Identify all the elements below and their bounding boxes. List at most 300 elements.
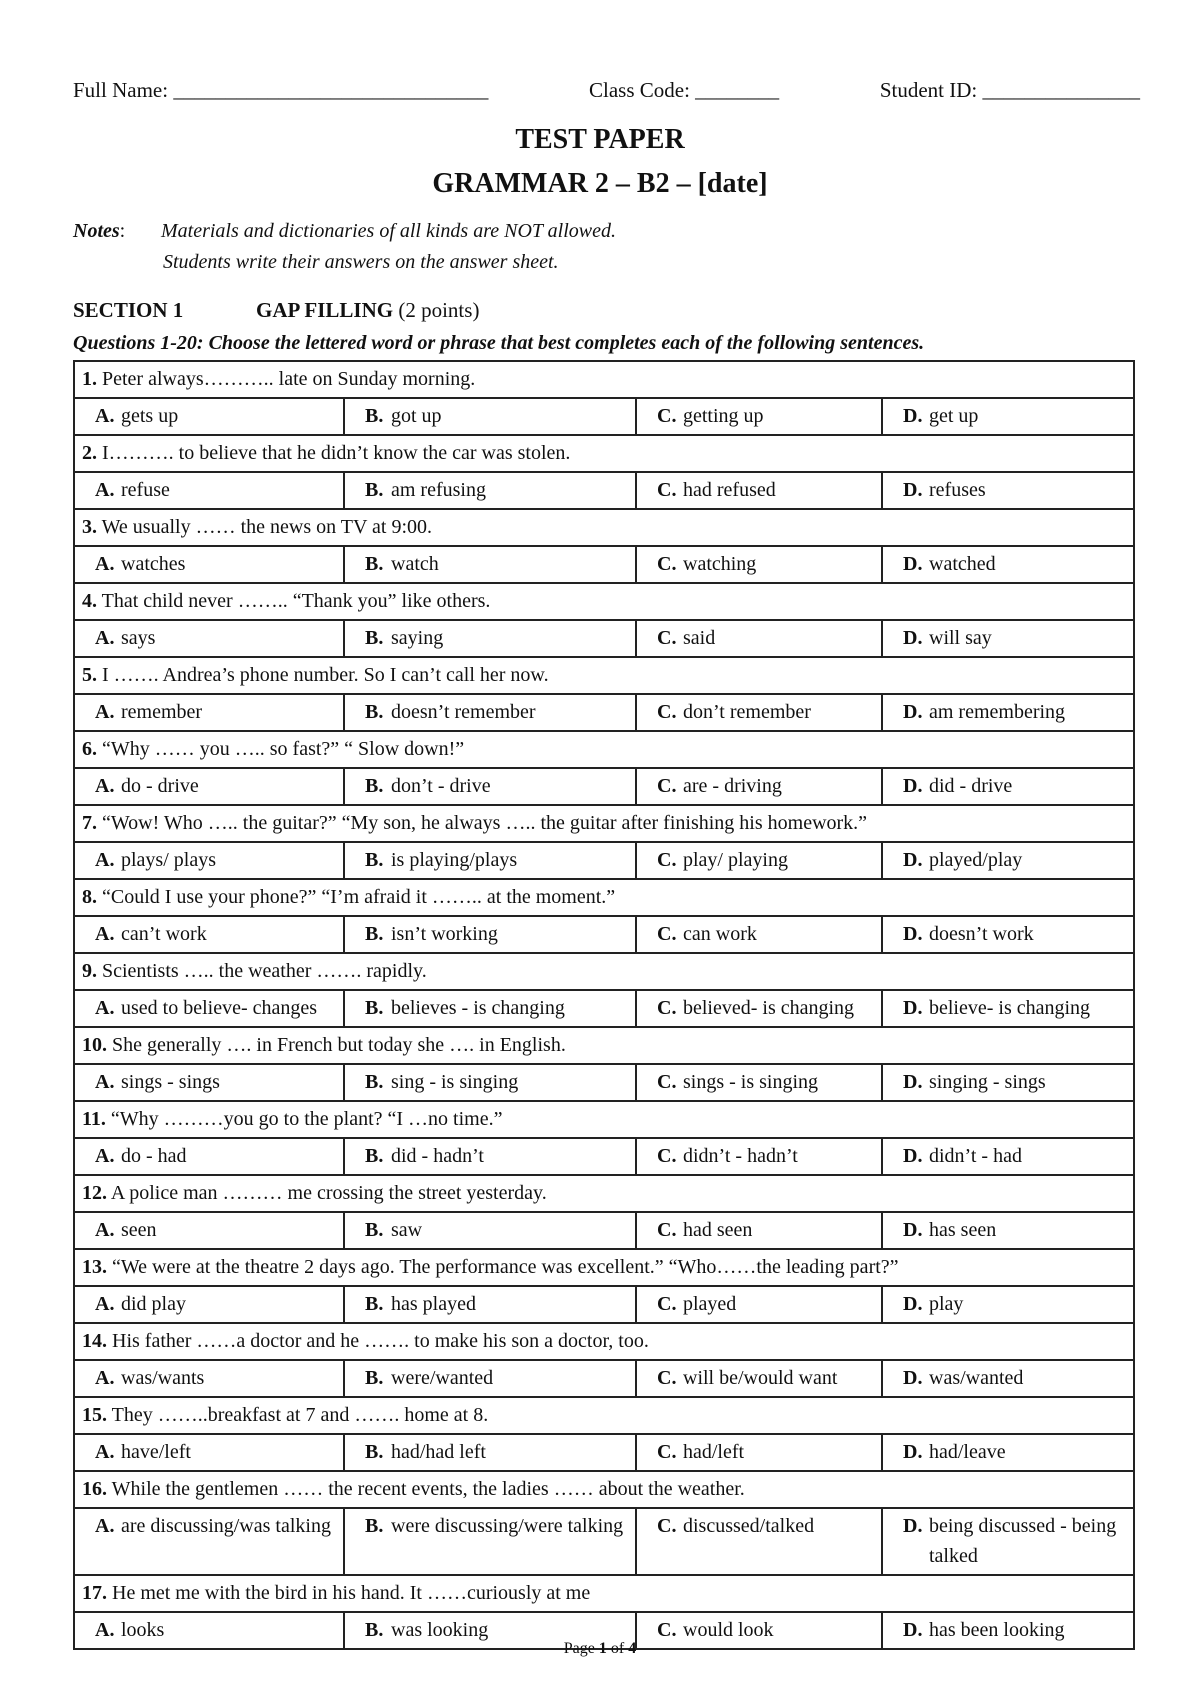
option-text: believe- is changing: [929, 997, 1091, 1019]
option-text: refuse: [121, 479, 170, 501]
option-letter: A.: [95, 479, 115, 501]
option-text: looks: [121, 1619, 165, 1641]
question-stem-row: [74, 509, 1134, 546]
question-number: 14.: [82, 1330, 107, 1352]
question-stem-row: [74, 435, 1134, 472]
answer-option[interactable]: [344, 472, 636, 509]
option-letter: A.: [95, 1071, 115, 1093]
option-letter: B.: [365, 1367, 384, 1389]
page-subtitle: GRAMMAR 2 – B2 – [date]: [432, 168, 768, 199]
option-text: discussed/talked: [683, 1515, 815, 1537]
question-stem-row: [74, 731, 1134, 768]
answer-option[interactable]: [636, 546, 882, 583]
option-letter: A.: [95, 1367, 115, 1389]
answer-option[interactable]: [74, 546, 344, 583]
answer-option[interactable]: [636, 620, 882, 657]
question-stem: [74, 1575, 1134, 1612]
answer-option[interactable]: [74, 1286, 344, 1323]
option-text: watched: [929, 553, 996, 575]
question-text: His father ……a doctor and he ……. to make his son a doctor, too.: [112, 1330, 649, 1352]
option-letter: D.: [903, 405, 923, 427]
option-letter: C.: [657, 1145, 677, 1167]
option-letter: C.: [657, 775, 677, 797]
option-letter: B.: [365, 479, 384, 501]
option-letter: C.: [657, 627, 677, 649]
option-letter: B.: [365, 1145, 384, 1167]
answer-option[interactable]: [882, 472, 1134, 509]
question-text: A police man ……… me crossing the street yesterday.: [110, 1182, 547, 1204]
option-text: had/left: [683, 1441, 745, 1463]
question-options-row: [74, 842, 1134, 879]
option-letter: D.: [903, 701, 923, 723]
page-footer: Page 1 of 4: [563, 1640, 637, 1657]
question-stem: [74, 879, 1134, 916]
question-stem: [74, 509, 1134, 546]
answer-option[interactable]: [344, 842, 636, 879]
option-letter: B.: [365, 627, 384, 649]
question-text: “We were at the theatre 2 days ago. The performance was excellent.” “Who……the leading part?”: [112, 1256, 899, 1278]
option-letter: C.: [657, 997, 677, 1019]
answer-option[interactable]: [74, 1212, 344, 1249]
question-number: 12.: [82, 1182, 107, 1204]
question-options-row: [74, 1360, 1134, 1397]
option-text: played/play: [929, 849, 1023, 871]
answer-option[interactable]: [882, 916, 1134, 953]
answer-option[interactable]: [636, 398, 882, 435]
student-info-line: [73, 78, 1140, 103]
question-number: 2.: [82, 442, 97, 464]
option-letter: C.: [657, 1619, 677, 1641]
question-options-row: [74, 398, 1134, 435]
option-text: didn’t - had: [929, 1145, 1022, 1167]
question-options-row: [74, 694, 1134, 731]
answer-option[interactable]: [882, 1212, 1134, 1249]
answer-option[interactable]: [882, 842, 1134, 879]
option-letter: D.: [903, 479, 923, 501]
question-text: He met me with the bird in his hand. It ……curiously at me: [112, 1582, 591, 1604]
option-letter: D.: [903, 1219, 923, 1241]
answer-option[interactable]: [636, 472, 882, 509]
option-text: had refused: [683, 479, 776, 501]
option-letter: B.: [365, 1441, 384, 1463]
answer-option[interactable]: [636, 990, 882, 1027]
option-text: do - drive: [121, 775, 199, 797]
option-text: plays/ plays: [121, 849, 216, 871]
answer-option[interactable]: [882, 694, 1134, 731]
option-text: play: [929, 1293, 964, 1315]
option-letter: C.: [657, 1367, 677, 1389]
question-stem: [74, 361, 1134, 398]
question-text: Peter always……….. late on Sunday morning.: [102, 368, 476, 390]
option-letter: A.: [95, 1515, 115, 1537]
option-text: has been looking: [929, 1619, 1065, 1641]
option-text: isn’t working: [391, 923, 498, 945]
section-heading: [73, 298, 479, 323]
option-text: have/left: [121, 1441, 191, 1463]
option-letter: A.: [95, 1145, 115, 1167]
question-options-row: [74, 990, 1134, 1027]
question-options-row: [74, 1064, 1134, 1101]
option-letter: C.: [657, 405, 677, 427]
question-stem: [74, 1397, 1134, 1434]
full-name-field: Full Name: ______________________________: [73, 78, 489, 102]
question-text: “Why …… you ….. so fast?” “ Slow down!”: [102, 738, 465, 760]
option-text: sings - sings: [121, 1071, 220, 1093]
question-stem: [74, 953, 1134, 990]
question-number: 8.: [82, 886, 97, 908]
option-text: believes - is changing: [391, 997, 565, 1019]
option-text: am refusing: [391, 479, 486, 501]
option-text: didn’t - hadn’t: [683, 1145, 798, 1167]
question-number: 7.: [82, 812, 97, 834]
option-text: sings - is singing: [683, 1071, 819, 1093]
question-stem-row: [74, 879, 1134, 916]
option-letter: A.: [95, 1441, 115, 1463]
question-stem-row: [74, 361, 1134, 398]
option-letter: D.: [903, 923, 923, 945]
option-letter: D.: [903, 997, 923, 1019]
option-letter: A.: [95, 553, 115, 575]
option-letter: A.: [95, 1293, 115, 1315]
question-stem: [74, 583, 1134, 620]
option-text: can work: [683, 923, 757, 945]
answer-option[interactable]: [882, 620, 1134, 657]
question-stem-row: [74, 583, 1134, 620]
answer-option[interactable]: [74, 620, 344, 657]
question-stem: [74, 1249, 1134, 1286]
question-number: 4.: [82, 590, 97, 612]
answer-option[interactable]: [882, 1508, 1134, 1575]
option-letter: B.: [365, 923, 384, 945]
answer-option[interactable]: [882, 1064, 1134, 1101]
option-text: said: [683, 627, 716, 649]
question-stem: [74, 731, 1134, 768]
option-letter: B.: [365, 1219, 384, 1241]
question-number: 5.: [82, 664, 97, 686]
option-letter: A.: [95, 997, 115, 1019]
option-text: says: [121, 627, 156, 649]
answer-option[interactable]: [636, 1064, 882, 1101]
section-points: (2 points): [398, 298, 480, 322]
option-text: was/wants: [121, 1367, 205, 1389]
answer-option[interactable]: [74, 1360, 344, 1397]
option-letter: A.: [95, 775, 115, 797]
answer-option[interactable]: [344, 1434, 636, 1471]
option-text: can’t work: [121, 923, 207, 945]
question-options-row: [74, 1434, 1134, 1471]
answer-option[interactable]: [882, 1434, 1134, 1471]
question-number: 15.: [82, 1404, 107, 1426]
option-letter: A.: [95, 701, 115, 723]
option-text: singing - sings: [929, 1071, 1046, 1093]
question-stem: [74, 657, 1134, 694]
answer-option[interactable]: [344, 990, 636, 1027]
question-stem: [74, 1027, 1134, 1064]
answer-option[interactable]: [74, 472, 344, 509]
question-number: 1.: [82, 368, 97, 390]
option-letter: C.: [657, 1441, 677, 1463]
question-text: “Could I use your phone?” “I’m afraid it …….. at the moment.”: [102, 886, 616, 908]
option-letter: C.: [657, 923, 677, 945]
notes-line-2: Students write their answers on the answer sheet.: [163, 251, 559, 273]
option-text: was looking: [391, 1619, 489, 1641]
option-letter: C.: [657, 849, 677, 871]
option-text: saw: [391, 1219, 423, 1241]
section-number: SECTION 1: [73, 298, 184, 322]
option-letter: D.: [903, 1293, 923, 1315]
option-text: played: [683, 1293, 737, 1315]
option-text: doesn’t remember: [391, 701, 536, 723]
option-letter: B.: [365, 1619, 384, 1641]
answer-option[interactable]: [74, 768, 344, 805]
answer-option[interactable]: [344, 1138, 636, 1175]
option-letter: B.: [365, 849, 384, 871]
answer-option[interactable]: [882, 1360, 1134, 1397]
option-text: used to believe- changes: [121, 997, 318, 1019]
option-text: saying: [391, 627, 444, 649]
option-text: being discussed - being talked: [929, 1515, 1117, 1567]
answer-option[interactable]: [882, 546, 1134, 583]
option-letter: C.: [657, 1515, 677, 1537]
answer-option[interactable]: [74, 1508, 344, 1575]
question-stem-row: [74, 657, 1134, 694]
option-text: sing - is singing: [391, 1071, 519, 1093]
question-options-row: [74, 546, 1134, 583]
answer-option[interactable]: [344, 916, 636, 953]
question-stem-row: [74, 1249, 1134, 1286]
answer-option[interactable]: [74, 1138, 344, 1175]
question-stem-row: [74, 1397, 1134, 1434]
question-text: I………. to believe that he didn’t know the car was stolen.: [102, 442, 571, 464]
question-stem-row: [74, 1175, 1134, 1212]
option-letter: C.: [657, 1219, 677, 1241]
option-letter: A.: [95, 405, 115, 427]
answer-option[interactable]: [636, 916, 882, 953]
question-stem: [74, 1175, 1134, 1212]
question-options-row: [74, 1138, 1134, 1175]
question-stem: [74, 435, 1134, 472]
option-text: am remembering: [929, 701, 1066, 723]
option-letter: D.: [903, 1619, 923, 1641]
notes-block: [73, 220, 616, 274]
notes-label: Notes:: [73, 220, 126, 242]
option-text: is playing/plays: [391, 849, 518, 871]
answer-option[interactable]: [344, 1360, 636, 1397]
question-stem-row: [74, 1101, 1134, 1138]
class-code-field: Class Code: ________: [588, 78, 780, 102]
option-letter: C.: [657, 701, 677, 723]
option-letter: B.: [365, 701, 384, 723]
option-letter: D.: [903, 1367, 923, 1389]
option-letter: C.: [657, 479, 677, 501]
answer-option[interactable]: [74, 694, 344, 731]
question-number: 16.: [82, 1478, 107, 1500]
option-letter: C.: [657, 553, 677, 575]
question-text: I ……. Andrea’s phone number. So I can’t call her now.: [102, 664, 549, 686]
option-letter: D.: [903, 553, 923, 575]
option-text: has played: [391, 1293, 476, 1315]
option-letter: B.: [365, 1293, 384, 1315]
answer-option[interactable]: [74, 1434, 344, 1471]
option-text: did play: [121, 1293, 186, 1315]
question-stem-row: [74, 1471, 1134, 1508]
answer-option[interactable]: [882, 1138, 1134, 1175]
option-text: doesn’t work: [929, 923, 1034, 945]
answer-option[interactable]: [636, 1138, 882, 1175]
option-text: has seen: [929, 1219, 997, 1241]
option-text: don’t - drive: [391, 775, 491, 797]
answer-option[interactable]: [636, 1212, 882, 1249]
student-id-field: Student ID: _______________: [879, 78, 1140, 102]
answer-option[interactable]: [636, 842, 882, 879]
option-text: would look: [683, 1619, 774, 1641]
option-text: watch: [391, 553, 439, 575]
answer-option[interactable]: [636, 1434, 882, 1471]
answer-option[interactable]: [74, 990, 344, 1027]
question-text: That child never …….. “Thank you” like others.: [101, 590, 491, 612]
answer-option[interactable]: [74, 916, 344, 953]
page-title: TEST PAPER: [515, 124, 685, 155]
answer-option[interactable]: [636, 1360, 882, 1397]
question-stem-row: [74, 1323, 1134, 1360]
question-stem-row: [74, 953, 1134, 990]
question-options-row: [74, 472, 1134, 509]
option-text: play/ playing: [683, 849, 788, 871]
option-text: watching: [683, 553, 757, 575]
option-text: getting up: [683, 405, 764, 427]
option-letter: D.: [903, 1071, 923, 1093]
option-text: was/wanted: [929, 1367, 1024, 1389]
option-text: gets up: [121, 405, 179, 427]
option-letter: D.: [903, 1145, 923, 1167]
question-text: They ……..breakfast at 7 and ……. home at 8.: [111, 1404, 489, 1426]
option-letter: A.: [95, 923, 115, 945]
answer-option[interactable]: [344, 1286, 636, 1323]
questions-table: [73, 360, 1135, 1650]
answer-option[interactable]: [882, 990, 1134, 1027]
option-letter: B.: [365, 553, 384, 575]
question-number: 10.: [82, 1034, 107, 1056]
answer-option[interactable]: [344, 768, 636, 805]
notes-line-1: Materials and dictionaries of all kinds are NOT allowed.: [161, 220, 616, 242]
option-text: will say: [929, 627, 992, 649]
question-number: 17.: [82, 1582, 107, 1604]
option-letter: C.: [657, 1293, 677, 1315]
option-letter: A.: [95, 627, 115, 649]
question-text: We usually …… the news on TV at 9:00.: [101, 516, 433, 538]
option-text: will be/would want: [683, 1367, 838, 1389]
question-text: “Wow! Who ….. the guitar?” “My son, he always ….. the guitar after finishing his homework.”: [102, 812, 868, 834]
option-letter: D.: [903, 775, 923, 797]
answer-option[interactable]: [882, 398, 1134, 435]
section-instruction: Questions 1-20: Choose the lettered word or phrase that best completes each of the following sentences.: [73, 332, 925, 354]
answer-option[interactable]: [74, 398, 344, 435]
option-letter: A.: [95, 849, 115, 871]
question-options-row: [74, 916, 1134, 953]
option-text: get up: [929, 405, 979, 427]
question-number: 13.: [82, 1256, 107, 1278]
question-stem-row: [74, 1027, 1134, 1064]
option-text: believed- is changing: [683, 997, 855, 1019]
question-options-row: [74, 1508, 1134, 1575]
option-text: had/had left: [391, 1441, 486, 1463]
question-stem: [74, 1101, 1134, 1138]
option-text: don’t remember: [683, 701, 811, 723]
question-options-row: [74, 768, 1134, 805]
option-letter: D.: [903, 627, 923, 649]
option-text: did - hadn’t: [391, 1145, 484, 1167]
option-text: are - driving: [683, 775, 782, 797]
option-letter: C.: [657, 1071, 677, 1093]
option-letter: D.: [903, 1515, 923, 1537]
answer-option[interactable]: [344, 398, 636, 435]
option-letter: A.: [95, 1619, 115, 1641]
answer-option[interactable]: [636, 768, 882, 805]
question-stem: [74, 1323, 1134, 1360]
question-options-row: [74, 1286, 1134, 1323]
question-options-row: [74, 1212, 1134, 1249]
option-text: refuses: [929, 479, 986, 501]
answer-option[interactable]: [344, 620, 636, 657]
answer-option[interactable]: [74, 1064, 344, 1101]
question-number: 9.: [82, 960, 97, 982]
option-letter: A.: [95, 1219, 115, 1241]
question-stem-row: [74, 805, 1134, 842]
option-text: remember: [121, 701, 203, 723]
option-letter: B.: [365, 775, 384, 797]
question-number: 3.: [82, 516, 97, 538]
answer-option[interactable]: [636, 694, 882, 731]
option-letter: B.: [365, 1071, 384, 1093]
option-text: had seen: [683, 1219, 753, 1241]
option-text: watches: [121, 553, 186, 575]
answer-option[interactable]: [344, 694, 636, 731]
question-text: Scientists ….. the weather ……. rapidly.: [102, 960, 427, 982]
option-text: were/wanted: [391, 1367, 494, 1389]
answer-option[interactable]: [636, 1508, 882, 1575]
option-letter: D.: [903, 1441, 923, 1463]
question-number: 11.: [82, 1108, 106, 1130]
question-stem: [74, 1471, 1134, 1508]
option-text: were discussing/were talking: [391, 1515, 624, 1537]
option-letter: D.: [903, 849, 923, 871]
question-text: “Why ………you go to the plant? “I …no time.”: [110, 1108, 503, 1130]
option-text: got up: [391, 405, 442, 427]
answer-option[interactable]: [344, 546, 636, 583]
question-stem: [74, 805, 1134, 842]
option-text: did - drive: [929, 775, 1013, 797]
answer-option[interactable]: [344, 1064, 636, 1101]
question-text: While the gentlemen …… the recent events, the ladies …… about the weather.: [111, 1478, 745, 1500]
answer-option[interactable]: [882, 768, 1134, 805]
option-text: had/leave: [929, 1441, 1006, 1463]
question-number: 6.: [82, 738, 97, 760]
answer-option[interactable]: [74, 842, 344, 879]
option-letter: B.: [365, 1515, 384, 1537]
answer-option[interactable]: [636, 1286, 882, 1323]
question-text: She generally …. in French but today she …. in English.: [112, 1034, 566, 1056]
option-letter: B.: [365, 997, 384, 1019]
option-text: are discussing/was talking: [121, 1515, 331, 1537]
section-title: GAP FILLING: [256, 298, 394, 322]
option-text: do - had: [121, 1145, 187, 1167]
question-options-row: [74, 620, 1134, 657]
answer-option[interactable]: [344, 1212, 636, 1249]
option-letter: B.: [365, 405, 384, 427]
question-stem-row: [74, 1575, 1134, 1612]
answer-option[interactable]: [882, 1286, 1134, 1323]
answer-option[interactable]: [344, 1508, 636, 1575]
